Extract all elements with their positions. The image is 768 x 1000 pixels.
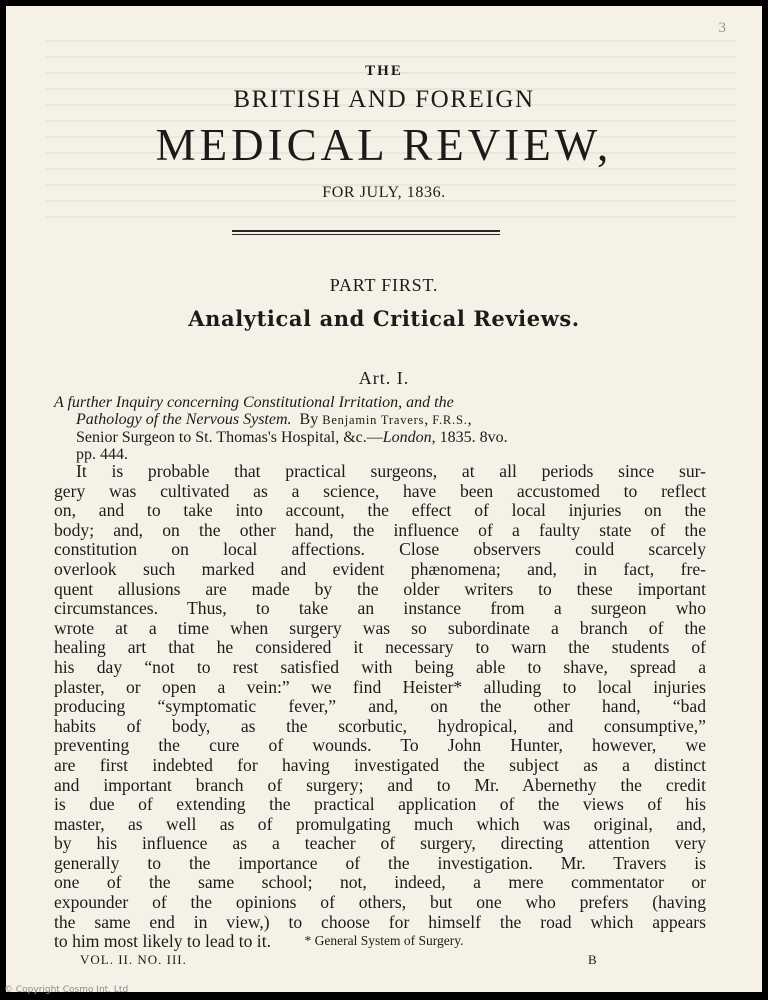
- body-line: producing “symptomatic fever,” and, on the other hand, “bad: [54, 696, 706, 717]
- volume-signature: VOL. II. NO. III.: [80, 952, 187, 967]
- body-line: preventing the cure of wounds. To John Hunter, however, we: [54, 735, 706, 756]
- body-line: healing art that he considered it necessary to warn the students of: [54, 637, 706, 658]
- body-line: circumstances. Thus, to take an instance from a surgeon who: [54, 598, 706, 619]
- part-heading: PART FIRST.: [329, 275, 439, 295]
- masthead-line1: BRITISH AND FOREIGN: [233, 86, 535, 113]
- citation-line-3: [54, 429, 706, 446]
- body-line: is due of extending the practical application of the views of his: [54, 794, 706, 815]
- body-line: master, as well as of promulgating much which was original, and,: [54, 813, 706, 834]
- body-line: wrote at a time when surgery was so subordinate a branch of the: [54, 617, 706, 638]
- masthead-the: THE: [365, 63, 403, 79]
- body-line: quent allusions are made by the older writers to these important: [54, 578, 706, 599]
- body-line: gery was cultivated as a science, have been accustomed to reflect: [54, 480, 706, 501]
- scanned-page: [6, 6, 762, 992]
- section-subtitle: Analytical and Critical Reviews.: [188, 306, 580, 331]
- body-line: on, and to take into account, the effect of local injuries on the: [54, 500, 706, 521]
- citation-year-format: , 1835. 8vo.: [431, 429, 508, 446]
- citation-line-1: A further Inquiry concerning Constitutional Irritation, and the: [54, 394, 454, 411]
- citation-line-2: Pathology of the Nervous System. By Benjamin Travers, F.R.S.,: [76, 411, 472, 428]
- body-line: and important branch of surgery; and to Mr. Abernethy the credit: [54, 774, 706, 795]
- issue-date: FOR JULY, 1836.: [322, 184, 446, 201]
- body-line: habits of body, as the scorbutic, hydropical, and consumptive,”: [54, 715, 706, 736]
- article-body: [54, 462, 706, 952]
- body-line: the same end in view,) to choose for himself the road which appears: [54, 911, 706, 932]
- body-line: generally to the importance of the investigation. Mr. Travers is: [54, 852, 706, 873]
- body-line: to him most likely to lead to it.: [54, 931, 271, 952]
- body-line: by his influence as a teacher of surgery, directing attention very: [54, 833, 706, 854]
- copyright-watermark: © Copyright Cosmo Int. Ltd: [4, 985, 129, 995]
- citation-author: Benjamin Travers: [322, 413, 425, 427]
- double-rule-divider: [232, 230, 500, 238]
- body-line: overlook such marked and evident phænomena; and, in fact, fre-: [54, 558, 706, 579]
- masthead-title: MEDICAL REVIEW,: [155, 120, 613, 170]
- article-number: Art. I.: [358, 368, 410, 388]
- body-line: body; and, on the other hand, the influence of a faulty state of the: [54, 519, 706, 540]
- body-line: expounder of the opinions of others, but one who prefers (having: [54, 892, 706, 913]
- citation-position: Senior Surgeon to St. Thomas's Hospital, &c.—: [76, 429, 383, 446]
- citation-degree: F.R.S.: [432, 413, 468, 427]
- review-citation: [54, 394, 706, 463]
- citation-title-end: Pathology of the Nervous System.: [76, 411, 292, 428]
- body-line: It is probable that practical surgeons, at all periods since sur-: [76, 461, 706, 481]
- body-line: his day “not to rest satisfied with being able to shave, spread a: [54, 656, 706, 677]
- citation-pages: pp. 444.: [76, 446, 128, 463]
- body-line: constitution on local affections. Close observers could scarcely: [54, 539, 706, 560]
- footnote: * General System of Surgery.: [304, 933, 464, 948]
- citation-place: London: [382, 429, 432, 446]
- body-line: plaster, or open a vein:” we find Heister* alluding to local injuries: [54, 676, 706, 697]
- page-number: 3: [718, 20, 726, 36]
- body-line: are first indebted for having investigated the subject as a distinct: [54, 754, 706, 775]
- body-line: one of the same school; not, indeed, a mere commentator or: [54, 872, 706, 893]
- citation-by: By: [299, 411, 319, 428]
- signature-letter: B: [588, 952, 597, 967]
